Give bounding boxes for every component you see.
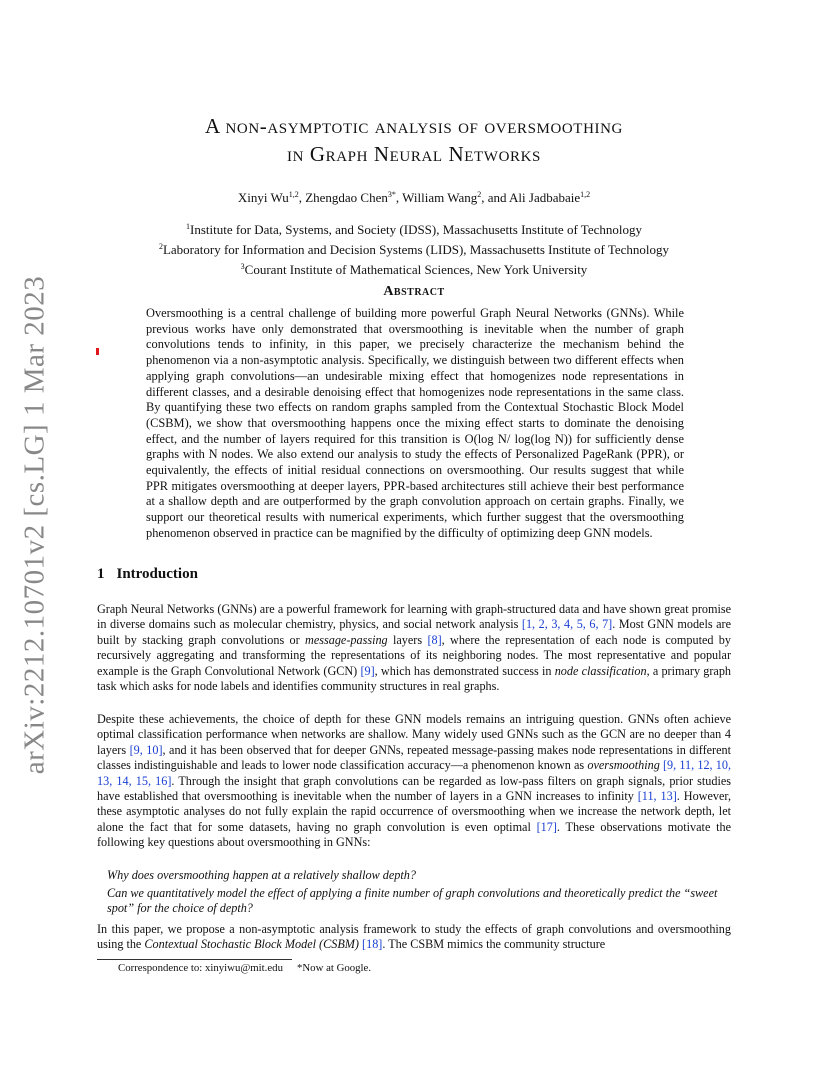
text: . Through the insight that graph convolutions can be regarded as low-pass filters on graph signals, prior studies have established that oversmoothing is inevitable when the number of layers in a GNN increases to infinity: [97, 773, 732, 804]
emphasis: node classification: [554, 663, 647, 678]
author-separator: ,: [395, 190, 403, 205]
text: , which has demonstrated success in: [374, 663, 555, 678]
text: , a primary graph task which asks for node labels and identifies community structures in real graphs.: [97, 663, 732, 694]
emphasis: oversmoothing: [587, 758, 660, 773]
citation-link[interactable]: [18]: [362, 937, 383, 952]
section-heading: [97, 566, 210, 583]
abstract-text: Oversmoothing is a central challenge of building more powerful Graph Neural Networks (GNNs). While previous works have only demonstrated that oversmoothing is inevitable when the number of graph convolutions tends to infinity, in this paper, we precisely characterize the mechanism behind the phenomenon via a non-asymptotic analysis. Specifically, we distinguish between two different effects when applying graph convolutions—an undesirable mixing effect that homogenizes node representations in different classes, and a desirable denoising effect that homogenizes node representations in the same class. By quantifying these two effects on random graphs sampled from the Contextual Stochastic Block Model (CSBM), we show that oversmoothing happens once the mixing effect starts to dominate the denoising effect, and the number of layers required for this transition is O(log N/ log(log N)) for sufficiently dense graphs with N nodes. We also extend our analysis to study the effects of Personalized PageRank (PPR), or equivalently, the effects of initial residual connections on oversmoothing. Our results suggest that while PPR mitigates oversmoothing at deeper layers, PPR-based architectures still achieve their best performance at a shallow depth and are outperformed by the graph convolution approach on certain graphs. Finally, we support our theoretical results with numerical experiments, which further suggest that the oversmoothing phenomenon observed in practice can be magnified by the difficulty of optimizing deep GNN models.: [146, 306, 684, 540]
citation-link[interactable]: [17]: [536, 819, 557, 834]
author-affil-sup: 3*: [387, 190, 396, 199]
citation-link[interactable]: [9, 11, 12, 10, 13, 14, 15, 16]: [97, 758, 732, 788]
affiliation-text: Institute for Data, Systems, and Society (IDSS), Massachusetts Institute of Technology: [190, 222, 642, 237]
author-separator: ,: [298, 190, 306, 205]
emphasis: Contextual Stochastic Block Model (CSBM): [144, 937, 359, 952]
text: . However, these asymptotic analyses do not fully explain the rapid occurrence of oversmoothing when we increase the network depth, let alone the fact that for some datasets, having no graph convolution is even optimal: [97, 789, 731, 834]
title-line-1: A non-asymptotic analysis of oversmoothing: [205, 114, 623, 138]
author-list: [0, 190, 828, 206]
arxiv-identifier: arXiv:2212.10701v2 [cs.LG] 1 Mar 2023: [18, 275, 51, 775]
text: . These observations motivate the following key questions about oversmoothing in GNNs:: [97, 819, 731, 850]
research-question: Can we quantitatively model the effect of applying a finite number of graph convolutions and theoretically predict the “sweet spot” for the choice of depth?: [107, 886, 718, 916]
affiliation-sup: 3: [240, 262, 245, 271]
affiliation: [0, 260, 828, 280]
affiliation-text: Courant Institute of Mathematical Sciences, New York University: [244, 262, 588, 277]
section-title: Introduction: [116, 566, 198, 582]
arxiv-sidebar: [18, 275, 51, 775]
citation-link[interactable]: [8]: [427, 632, 442, 647]
paragraph: [97, 922, 731, 953]
footnote-rule: [97, 959, 292, 960]
citation-link[interactable]: [9]: [360, 663, 375, 678]
author-affil-sup: 1,2: [580, 190, 591, 199]
author-affil-sup: 2: [477, 190, 482, 199]
author-name: William Wang: [402, 190, 478, 205]
citation-link[interactable]: [11, 13]: [637, 789, 677, 804]
citation-link[interactable]: [9, 10]: [129, 742, 163, 757]
footnote-contact: Correspondence to: xinyiwu@mit.edu: [118, 962, 283, 974]
footnote-note: *Now at Google.: [296, 962, 372, 974]
paper-title: [0, 112, 828, 168]
text: Despite these achievements, the choice of depth for these GNN models remains an intriguing question. GNNs often achieve optimal classification performance when networks are shallow. Many widely used GNNs such as the GCN are no deeper than 4 layers: [97, 712, 731, 757]
paragraph: [97, 602, 731, 694]
affiliation: [0, 240, 828, 260]
text: In this paper, we propose a non-asymptotic analysis framework to study the effects of graph convolutions and oversmoothing using the: [97, 922, 731, 952]
author-name: Ali Jadbabaie: [509, 190, 581, 205]
section-number: 1: [97, 566, 105, 582]
title-line-2: in Graph Neural Networks: [287, 142, 541, 166]
emphasis: message-passing: [305, 632, 388, 647]
citation-link[interactable]: [1, 2, 3, 4, 5, 6, 7]: [521, 617, 613, 632]
author-affil-sup: 1,2: [288, 190, 299, 199]
footnote: [118, 962, 371, 974]
affiliation-text: Laboratory for Information and Decision Systems (LIDS), Massachusetts Institute of Technology: [162, 242, 670, 257]
affiliation: [0, 220, 828, 240]
annotation-marker: [96, 348, 99, 355]
affiliation-sup: 1: [186, 222, 190, 231]
author-separator: , and: [481, 190, 510, 205]
text: , where the representation of each node is computed by recursively aggregating and transforming the representations of its neighboring nodes. The most representative and popular example is the Graph Convolutional Network (GCN): [97, 632, 731, 678]
paragraph: [97, 712, 731, 851]
author-name: Xinyi Wu: [237, 190, 289, 205]
author-name: Zhengdao Chen: [305, 190, 388, 205]
research-question: Why does oversmoothing happen at a relatively shallow depth?: [107, 868, 416, 882]
affiliation-sup: 2: [158, 242, 163, 251]
abstract-heading: Abstract: [383, 284, 445, 299]
text: . Most GNN models are built by stacking graph convolutions or: [97, 617, 731, 647]
affiliation-list: [0, 220, 828, 280]
text: . The CSBM mimics the community structure: [382, 937, 606, 952]
text: Graph Neural Networks (GNNs) are a powerful framework for learning with graph-structured data and have shown great promise in diverse domains such as molecular chemistry, physics, and social network analysis: [97, 602, 731, 632]
text: layers: [387, 632, 428, 647]
text: , and it has been observed that for deeper GNNs, repeated message-passing makes node representations in different classes indistinguishable and leads to lower node classification accuracy—a phenomenon known as: [97, 742, 732, 773]
